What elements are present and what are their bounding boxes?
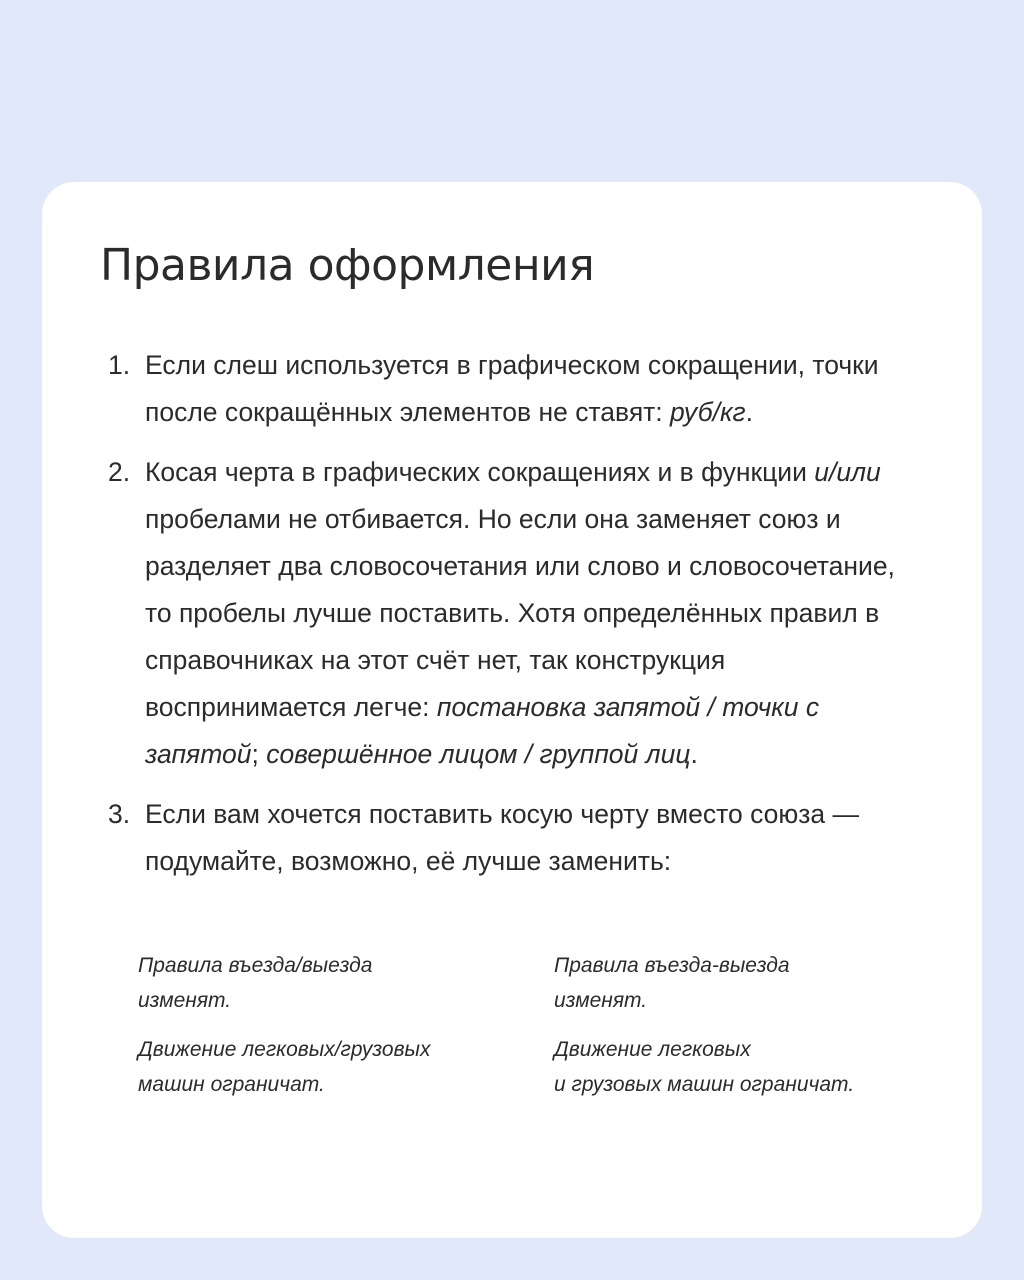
rule-text [145, 791, 920, 885]
rule-number: 2. [108, 457, 131, 487]
example-wrong: Правила въезда/выезда изменят. [138, 954, 373, 1012]
rule-text-part: . [745, 397, 753, 427]
rule-item [108, 791, 920, 885]
examples-grid [138, 948, 918, 1102]
rule-item [108, 342, 920, 436]
page-title: Правила оформления [100, 240, 595, 291]
rule-example-italic: руб/кг [670, 397, 746, 427]
rule-item [108, 449, 920, 778]
rule-text-part: Если слеш используется в графическом сокращении, точки после сокращённых элементов не ставят: [145, 350, 879, 427]
rule-text [145, 449, 920, 778]
rule-text-part: Косая черта в графических сокращениях и в функции [145, 457, 815, 487]
rule-number: 1. [108, 350, 131, 380]
rule-example-italic: совершённое лицом / группой лиц [266, 739, 691, 769]
rule-text-part: пробелами не отбивается. Но если она заменяет союз и разделяет два словосочетания или слово и словосочетание, то пробелы лучше поставить. Хотя определённых правил в справочниках на этот счёт нет, так конструкция воспринимается легче: [145, 504, 895, 722]
rule-text-part: . [690, 739, 698, 769]
rule-text-part: Если вам хочется поставить косую черту вместо союза — подумайте, возможно, её лучше заменить: [145, 799, 859, 876]
rule-example-italic: и/или [814, 457, 881, 487]
rule-text-part: ; [251, 739, 267, 769]
example-wrong: Движение легковых/грузовых машин ограничат. [138, 1038, 431, 1096]
rule-text [145, 342, 920, 436]
example-right: Движение легковых и грузовых машин ограничат. [554, 1038, 855, 1096]
example-right: Правила въезда-выезда изменят. [554, 954, 790, 1012]
content-card [42, 182, 982, 1238]
rule-example-italic: постановка запятой / точки с запятой [145, 692, 820, 769]
rules-list [108, 342, 920, 898]
rule-number: 3. [108, 799, 131, 829]
